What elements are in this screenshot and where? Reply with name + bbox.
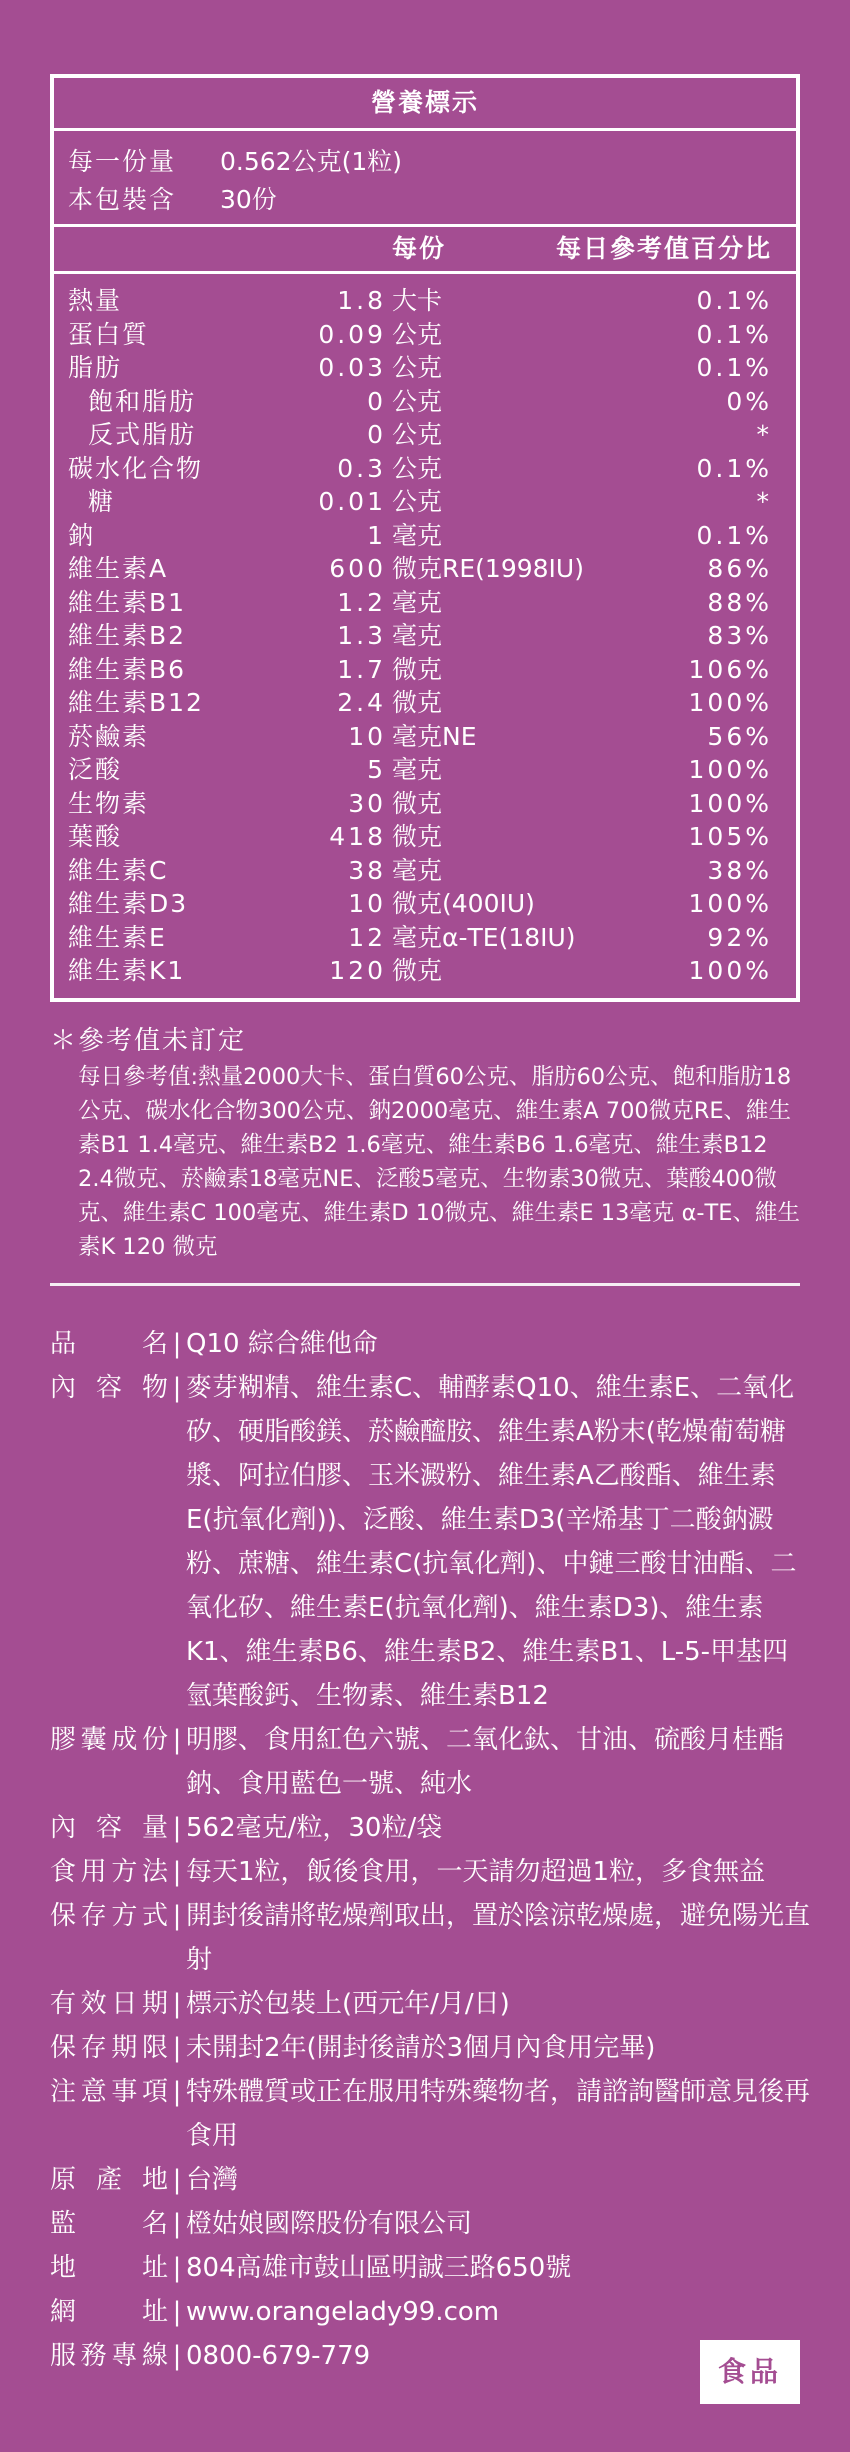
- nutrient-row: [54, 385, 796, 419]
- nutrient-daily-percent: 100%: [688, 788, 772, 818]
- nutrient-unit: 毫克: [392, 587, 443, 617]
- nutrient-daily-percent: 100%: [688, 688, 772, 717]
- serving-info: [54, 131, 796, 227]
- nutrient-amount: 600: [329, 554, 386, 583]
- nutrient-name: 維生素B6: [68, 654, 187, 684]
- nutrient-name: 泛酸: [68, 755, 123, 784]
- nutrient-amount: 0: [367, 420, 386, 449]
- nutrient-daily-percent: 0.1%: [696, 453, 772, 483]
- nutrient-daily-percent: 0%: [726, 386, 772, 416]
- nutrient-unit: 毫克NE: [392, 721, 477, 751]
- info-row: [50, 1322, 810, 1366]
- nutrient-amount: 1: [367, 520, 386, 550]
- info-row: [50, 2202, 810, 2246]
- nutrient-amount: 1.7: [337, 654, 386, 684]
- nutrient-unit: 微克(400IU): [392, 889, 535, 918]
- nutrient-name: 維生素C: [68, 855, 169, 885]
- nutrient-row: [54, 820, 796, 854]
- nutrient-name: 碳水化合物: [68, 453, 204, 483]
- nutrient-name: 維生素B2: [68, 621, 187, 650]
- nutrient-amount: 1.2: [337, 587, 386, 617]
- info-separator: |: [172, 1989, 182, 2019]
- info-separator: |: [172, 2033, 182, 2063]
- nutrient-amount: 30: [348, 788, 386, 818]
- info-value: 台灣: [186, 2165, 239, 2195]
- nutrient-name: 鈉: [68, 520, 96, 550]
- nutrient-amount: 0.3: [337, 453, 386, 483]
- nutrient-amount: 418: [329, 822, 386, 851]
- nutrient-row: [54, 318, 796, 352]
- info-label: 膠囊成份: [50, 1725, 168, 1755]
- nutrient-name: 維生素K1: [68, 956, 186, 985]
- nutrient-list: [54, 274, 796, 988]
- nutrition-title: 營養標示: [54, 78, 796, 131]
- note-title: ＊參考值未訂定: [50, 1026, 247, 1056]
- per-serving-header: 每份: [392, 234, 447, 263]
- nutrient-daily-percent: 106%: [688, 654, 772, 684]
- nutrient-daily-percent: 88%: [707, 587, 772, 617]
- nutrient-name: 維生素B12: [68, 688, 204, 717]
- nutrient-unit: 微克: [392, 654, 443, 684]
- nutrient-name: 維生素A: [68, 554, 169, 583]
- nutrient-unit: 公克: [392, 353, 443, 382]
- info-value: 標示於包裝上(西元年/月/日): [186, 1989, 510, 2019]
- nutrient-row: [54, 753, 796, 787]
- nutrition-facts-panel: [50, 74, 800, 1002]
- info-row: [50, 2290, 810, 2334]
- nutrient-name: 維生素D3: [68, 889, 189, 918]
- nutrient-row: [54, 619, 796, 653]
- nutrient-daily-percent: *: [756, 420, 772, 449]
- nutrient-unit: 公克: [392, 319, 443, 349]
- info-label: 保存方式: [50, 1901, 168, 1931]
- nutrient-amount: 10: [348, 889, 386, 918]
- nutrient-daily-percent: *: [756, 487, 772, 516]
- nutrient-amount: 1.3: [337, 621, 386, 650]
- nutrient-name: 維生素E: [68, 922, 167, 952]
- info-row: [50, 1894, 810, 1982]
- info-row: [50, 1806, 810, 1850]
- nutrient-amount: 12: [348, 922, 386, 952]
- info-label: 服務專線: [50, 2341, 168, 2371]
- info-label: 網址: [50, 2297, 168, 2327]
- info-separator: |: [172, 2341, 182, 2371]
- info-value: 每天1粒，飯後食用，一天請勿超過1粒，多食無益: [186, 1857, 766, 1887]
- nutrient-name: 葉酸: [68, 822, 123, 851]
- nutrient-unit: 公克: [392, 487, 443, 516]
- nutrient-name: 生物素: [68, 788, 150, 818]
- info-value: 未開封2年(開封後請於3個月內食用完畢): [186, 2033, 656, 2063]
- product-info: [50, 1322, 810, 2378]
- nutrient-row: [54, 720, 796, 754]
- info-value: 明膠、食用紅色六號、二氧化鈦、甘油、硫酸月桂酯鈉、食用藍色一號、純水: [186, 1725, 785, 1799]
- nutrient-unit: 微克: [392, 822, 443, 851]
- info-row: [50, 2334, 810, 2378]
- info-label: 監名: [50, 2209, 168, 2239]
- nutrient-row: [54, 686, 796, 720]
- nutrient-amount: 10: [348, 721, 386, 751]
- nutrient-amount: 0.01: [318, 487, 386, 516]
- nutrient-name: 脂肪: [68, 353, 123, 382]
- nutrient-unit: 微克: [392, 688, 443, 717]
- nutrient-amount: 0: [367, 386, 386, 416]
- nutrient-row: [54, 519, 796, 553]
- nutrient-daily-percent: 0.1%: [696, 319, 772, 349]
- nutrient-row: [54, 284, 796, 318]
- nutrient-row: [54, 921, 796, 955]
- nutrient-unit: 公克: [392, 420, 443, 449]
- nutrient-unit: 公克: [392, 453, 443, 483]
- info-label: 注意事項: [50, 2077, 168, 2107]
- servings-per-package-label: 本包裝含: [68, 185, 177, 214]
- info-value: 橙姑娘國際股份有限公司: [186, 2209, 473, 2239]
- nutrient-amount: 0.09: [318, 319, 386, 349]
- nutrient-row: [54, 351, 796, 385]
- daily-value-header: 每日參考值百分比: [555, 234, 772, 263]
- nutrient-daily-percent: 86%: [707, 554, 772, 583]
- info-separator: |: [172, 1725, 182, 1755]
- nutrient-name: 糖: [88, 487, 116, 516]
- info-separator: |: [172, 1329, 182, 1359]
- info-row: [50, 2246, 810, 2290]
- serving-size-label: 每一份量: [68, 147, 177, 176]
- nutrient-row: [54, 854, 796, 888]
- nutrient-daily-percent: 56%: [707, 721, 772, 751]
- info-label: 內容物: [50, 1373, 168, 1403]
- info-separator: |: [172, 2297, 182, 2327]
- nutrient-amount: 2.4: [337, 688, 386, 717]
- nutrient-daily-percent: 38%: [707, 855, 772, 885]
- nutrient-daily-percent: 100%: [688, 889, 772, 918]
- nutrient-row: [54, 418, 796, 452]
- info-value: www.orangelady99.com: [186, 2297, 500, 2327]
- info-value: 開封後請將乾燥劑取出，置於陰涼乾燥處，避免陽光直射: [186, 1901, 811, 1975]
- info-value: 0800-679-779: [186, 2341, 371, 2371]
- info-label: 食用方法: [50, 1857, 168, 1887]
- nutrient-daily-percent: 0.1%: [696, 286, 772, 315]
- info-row: [50, 1366, 810, 1718]
- food-badge: 食品: [700, 2340, 800, 2404]
- info-separator: |: [172, 2209, 182, 2239]
- info-value: Q10 綜合維他命: [186, 1329, 378, 1359]
- info-separator: |: [172, 1373, 182, 1403]
- nutrient-unit: 毫克: [392, 755, 443, 784]
- nutrient-row: [54, 787, 796, 821]
- nutrient-name: 反式脂肪: [88, 420, 197, 449]
- info-row: [50, 2026, 810, 2070]
- nutrition-column-headers: [54, 227, 796, 274]
- info-value: 特殊體質或正在服用特殊藥物者，請諮詢醫師意見後再食用: [186, 2077, 811, 2151]
- nutrient-name: 維生素B1: [68, 587, 187, 617]
- nutrient-unit: 毫克: [392, 621, 443, 650]
- nutrient-row: [54, 586, 796, 620]
- info-label: 有效日期: [50, 1989, 168, 2019]
- info-label: 地址: [50, 2253, 168, 2283]
- servings-per-package-value: 30份: [220, 185, 277, 214]
- info-separator: |: [172, 1813, 182, 1843]
- nutrient-amount: 1.8: [337, 286, 386, 315]
- servings-per-package-row: [68, 181, 796, 219]
- nutrient-unit: 微克: [392, 956, 443, 985]
- info-value: 562毫克/粒，30粒/袋: [186, 1813, 443, 1843]
- info-label: 保存期限: [50, 2033, 168, 2063]
- serving-size-row: [68, 143, 796, 181]
- nutrient-amount: 0.03: [318, 353, 386, 382]
- divider: [50, 1283, 800, 1286]
- nutrient-row: [54, 485, 796, 519]
- nutrient-unit: 微克RE(1998IU): [392, 554, 584, 583]
- nutrient-unit: 毫克α-TE(18IU): [392, 922, 576, 952]
- nutrient-daily-percent: 83%: [707, 621, 772, 650]
- info-value: 麥芽糊精、維生素C、輔酵素Q10、維生素E、二氧化矽、硬脂酸鎂、菸鹼醯胺、維生素A粉末(乾燥葡萄糖漿、阿拉伯膠、玉米澱粉、維生素A乙酸酯、維生素E(抗氧化劑))、泛酸、維生素D3(辛烯基丁二酸鈉澱粉、蔗糖、維生素C(抗氧化劑)、中鏈三酸甘油酯、二氧化矽、維生素E(抗氧化劑)、維生素D3)、維生素K1、維生素B6、維生素B2、維生素B1、L-5-甲基四氫葉酸鈣、生物素、維生素B12: [186, 1373, 797, 1711]
- nutrient-amount: 120: [329, 956, 386, 985]
- nutrient-row: [54, 552, 796, 586]
- info-separator: |: [172, 1901, 182, 1931]
- nutrient-daily-percent: 100%: [688, 956, 772, 985]
- nutrient-amount: 38: [348, 855, 386, 885]
- nutrient-row: [54, 452, 796, 486]
- nutrient-row: [54, 954, 796, 988]
- info-label: 品名: [50, 1329, 168, 1359]
- info-row: [50, 1850, 810, 1894]
- nutrient-row: [54, 653, 796, 687]
- nutrient-daily-percent: 100%: [688, 755, 772, 784]
- nutrient-unit: 毫克: [392, 520, 443, 550]
- nutrient-daily-percent: 105%: [688, 822, 772, 851]
- info-label: 原產地: [50, 2165, 168, 2195]
- info-value: 804高雄市鼓山區明誠三路650號: [186, 2253, 572, 2283]
- nutrient-name: 飽和脂肪: [88, 386, 197, 416]
- info-row: [50, 2070, 810, 2158]
- nutrient-unit: 大卡: [392, 286, 443, 315]
- nutrient-row: [54, 887, 796, 921]
- nutrient-unit: 毫克: [392, 855, 443, 885]
- nutrient-daily-percent: 0.1%: [696, 353, 772, 382]
- nutrient-name: 菸鹼素: [68, 721, 150, 751]
- info-separator: |: [172, 2253, 182, 2283]
- note-body: 每日參考值:熱量2000大卡、蛋白質60公克、脂肪60公克、飽和脂肪18公克、碳水化合物300公克、鈉2000毫克、維生素A 700微克RE、維生素B1 1.4毫克、維生素B2 1.6毫克、維生素B6 1.6毫克、維生素B12 2.4微克、菸鹼素18毫克NE、泛酸5毫克、生物素30微克、葉酸400微克、維生素C 100毫克、維生素D 10微克、維生素E 13毫克 α-TE、維生素K 120 微克: [78, 1064, 800, 1260]
- nutrient-daily-percent: 92%: [707, 922, 772, 952]
- nutrient-name: 熱量: [68, 286, 123, 315]
- serving-size-value: 0.562公克(1粒): [220, 147, 402, 176]
- info-separator: |: [172, 1857, 182, 1887]
- info-row: [50, 2158, 810, 2202]
- info-separator: |: [172, 2165, 182, 2195]
- nutrient-daily-percent: 0.1%: [696, 520, 772, 550]
- info-label: 內容量: [50, 1813, 168, 1843]
- info-row: [50, 1718, 810, 1806]
- nutrient-unit: 微克: [392, 788, 443, 818]
- nutrient-unit: 公克: [392, 386, 443, 416]
- nutrient-name: 蛋白質: [68, 319, 150, 349]
- info-separator: |: [172, 2077, 182, 2107]
- info-row: [50, 1982, 810, 2026]
- nutrient-amount: 5: [367, 755, 386, 784]
